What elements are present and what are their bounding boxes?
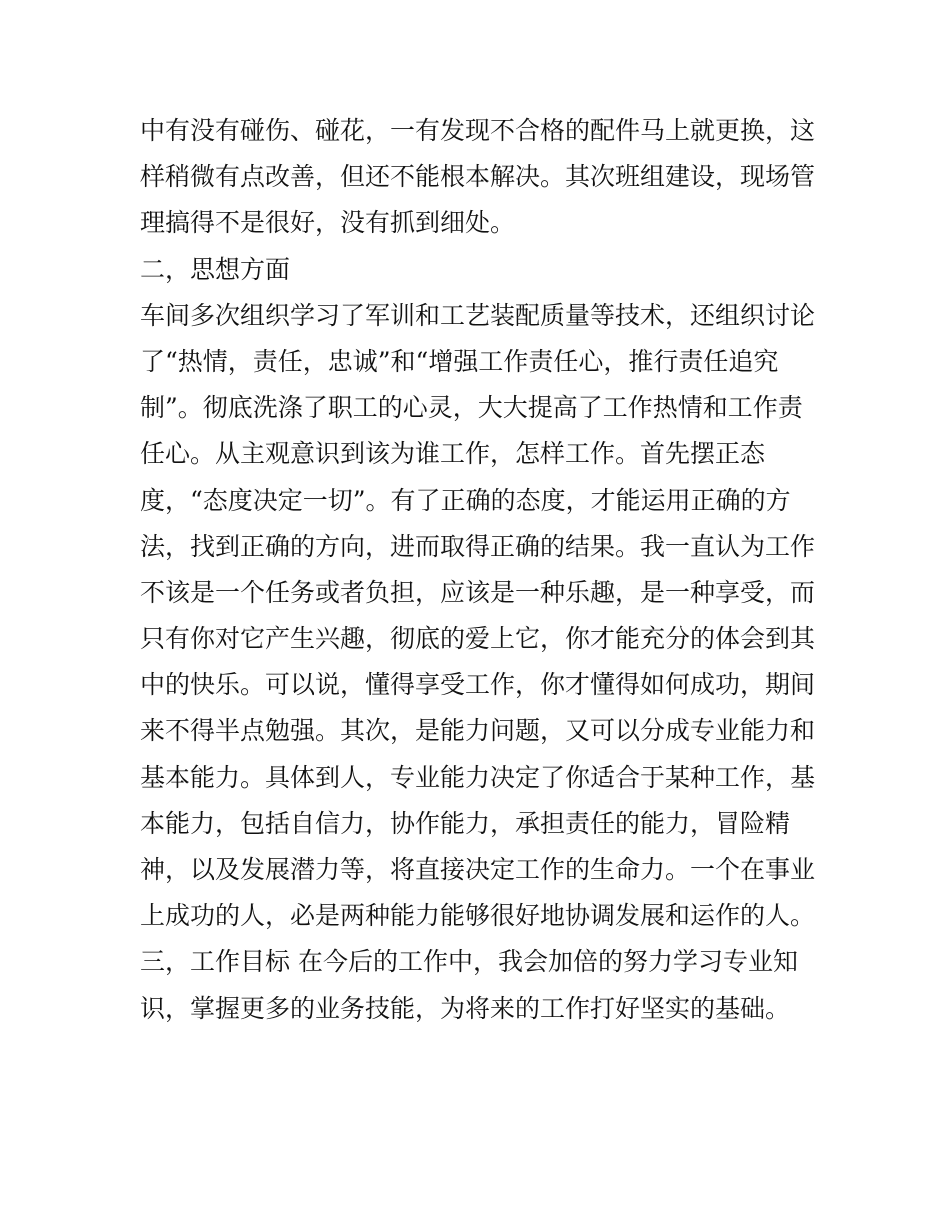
text-line-10: 法，找到正确的方向，进而取得正确的结果。我一直认为工作 xyxy=(140,531,816,561)
text-line-11: 不该是一个任务或者负担，应该是一种乐趣，是一种享受，而 xyxy=(140,577,816,607)
text-line-20: 识，掌握更多的业务技能，为将来的工作打好坚实的基础。 xyxy=(140,993,791,1023)
text-line-3: 理搞得不是很好，没有抓到细处。 xyxy=(140,208,516,238)
text-line-8: 任心。从主观意识到该为谁工作，怎样工作。首先摆正态 xyxy=(140,439,766,469)
text-line-15: 基本能力。具体到人，专业能力决定了你适合于某种工作，基 xyxy=(140,762,816,792)
text-line-16: 本能力，包括自信力，协作能力，承担责任的能力，冒险精 xyxy=(140,808,791,838)
text-line-2: 样稍微有点改善，但还不能根本解决。其次班组建设，现场管 xyxy=(140,162,816,192)
section-heading-goals: 三，工作目标 在今后的工作中，我会加倍的努力学习专业知 xyxy=(140,947,798,977)
text-line-7: 制”。彻底洗涤了职工的心灵，大大提高了工作热情和工作责 xyxy=(140,393,803,423)
text-line-13: 中的快乐。可以说，懂得享受工作，你才懂得如何成功，期间 xyxy=(140,670,816,700)
text-line-17: 神，以及发展潜力等，将直接决定工作的生命力。一个在事业 xyxy=(140,855,816,884)
text-line-18: 上成功的人，必是两种能力能够很好地协调发展和运作的人。 xyxy=(140,901,816,931)
text-line-6: 了“热情，责任，忠诚”和“增强工作责任心，推行责任追究 xyxy=(140,346,779,376)
text-line-9: 度，“态度决定一切”。有了正确的态度，才能运用正确的方 xyxy=(140,485,791,515)
section-heading-thought: 二，思想方面 xyxy=(140,254,291,284)
text-line-1: 中有没有碰伤、碰花，一有发现不合格的配件马上就更换，这 xyxy=(140,116,816,145)
body-text xyxy=(140,108,820,1032)
text-line-14: 来不得半点勉强。其次，是能力问题，又可以分成专业能力和 xyxy=(140,716,816,746)
text-line-5: 车间多次组织学习了军训和工艺装配质量等技术，还组织讨论 xyxy=(140,300,816,330)
text-line-12: 只有你对它产生兴趣，彻底的爱上它，你才能充分的体会到其 xyxy=(140,624,816,654)
